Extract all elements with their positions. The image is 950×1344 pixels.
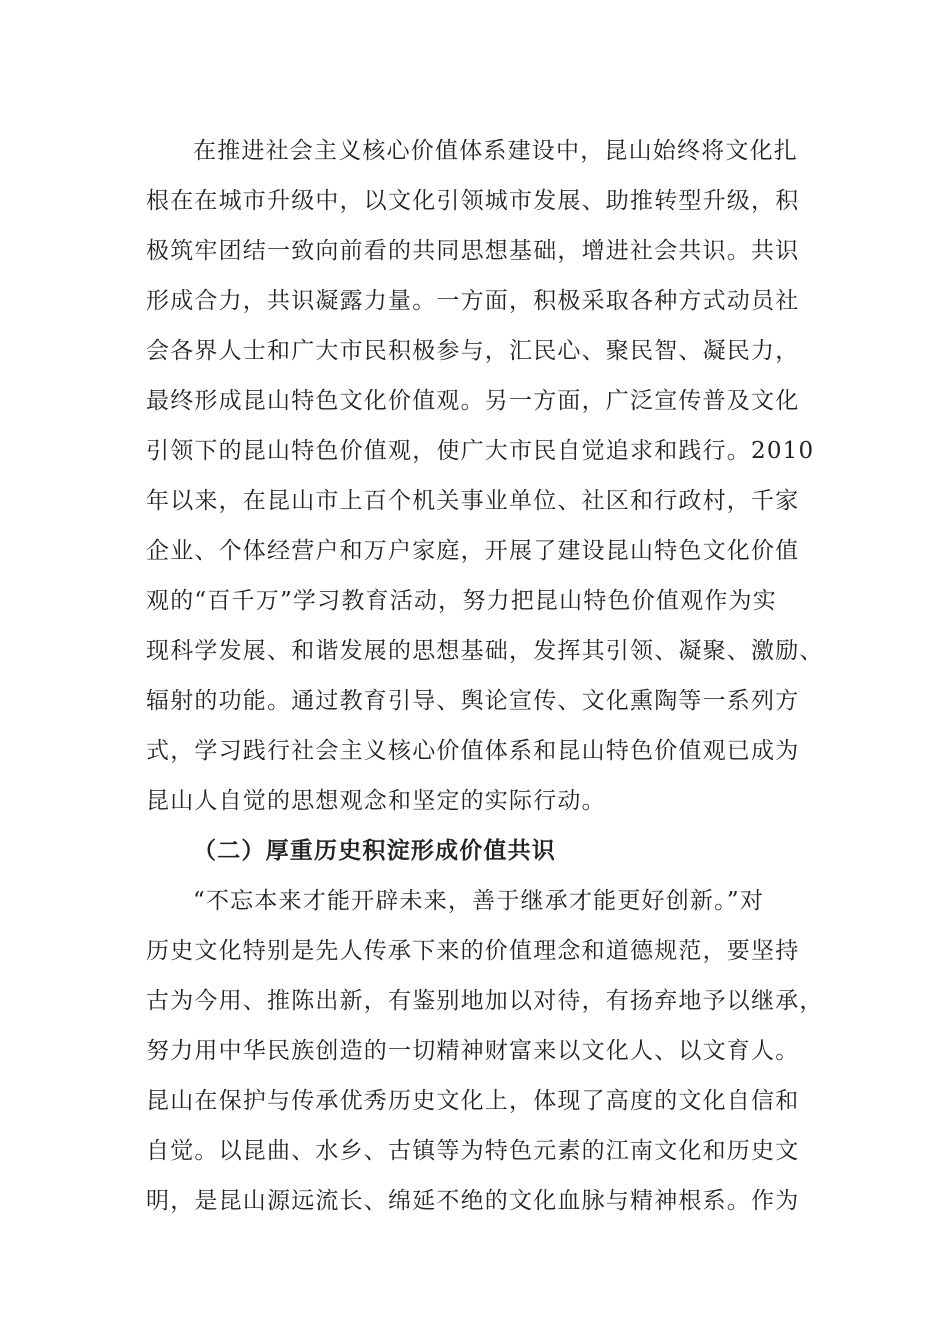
paragraph-2-line-2: 历史文化特别是先人传承下来的价值理念和道德规范，要坚持 [146, 938, 800, 964]
paragraph-2-line-5: 昆山在保护与传承优秀历史文化上，体现了高度的文化自信和 [146, 1088, 800, 1114]
section-heading: （二）厚重历史积淀形成价值共识 [193, 837, 556, 864]
paragraph-2-line-1: “不忘本来才能开辟未来，善于继承才能更好创新。”对 [193, 888, 765, 914]
paragraph-1-line-8: 年以来，在昆山市上百个机关事业单位、社区和行政村，千家 [146, 488, 800, 514]
paragraph-1-line-4: 形成合力，共识凝露力量。一方面，积极采取各种方式动员社 [146, 288, 800, 314]
paragraph-1-line-10: 观的“百千万”学习教育活动，努力把昆山特色价值观作为实 [146, 588, 777, 614]
paragraph-2-line-7: 明，是昆山源远流长、绵延不绝的文化血脉与精神根系。作为 [146, 1188, 800, 1214]
paragraph-1-line-14: 昆山人自觉的思想观念和坚定的实际行动。 [146, 788, 606, 814]
paragraph-1-line-1: 在推进社会主义核心价值体系建设中，昆山始终将文化扎 [193, 138, 798, 164]
paragraph-2-line-4: 努力用中华民族创造的一切精神财富来以文化人、以文育人。 [146, 1038, 800, 1064]
paragraph-2-line-3: 古为今用、推陈出新，有鉴别地加以对待，有扬弃地予以继承， [146, 988, 824, 1014]
paragraph-1-line-5: 会各界人士和广大市民积极参与，汇民心、聚民智、凝民力， [146, 338, 800, 364]
paragraph-1-line-13: 式，学习践行社会主义核心价值体系和昆山特色价值观已成为 [146, 738, 800, 764]
paragraph-1-line-2: 根在在城市升级中，以文化引领城市发展、助推转型升级，积 [146, 188, 800, 214]
paragraph-2-line-6: 自觉。以昆曲、水乡、古镇等为特色元素的江南文化和历史文 [146, 1138, 800, 1164]
paragraph-1-line-11: 现科学发展、和谐发展的思想基础，发挥其引领、凝聚、激励、 [146, 638, 824, 664]
paragraph-1-line-7: 引领下的昆山特色价值观，使广大市民自觉追求和践行。2010 [146, 438, 815, 464]
paragraph-1-line-6: 最终形成昆山特色文化价值观。另一方面，广泛宣传普及文化 [146, 388, 800, 414]
paragraph-1-line-9: 企业、个体经营户和万户家庭，开展了建设昆山特色文化价值 [146, 538, 800, 564]
paragraph-1-line-3: 极筑牢团结一致向前看的共同思想基础，增进社会共识。共识 [146, 238, 800, 264]
paragraph-1-line-12: 辐射的功能。通过教育引导、舆论宣传、文化熏陶等一系列方 [146, 688, 800, 714]
